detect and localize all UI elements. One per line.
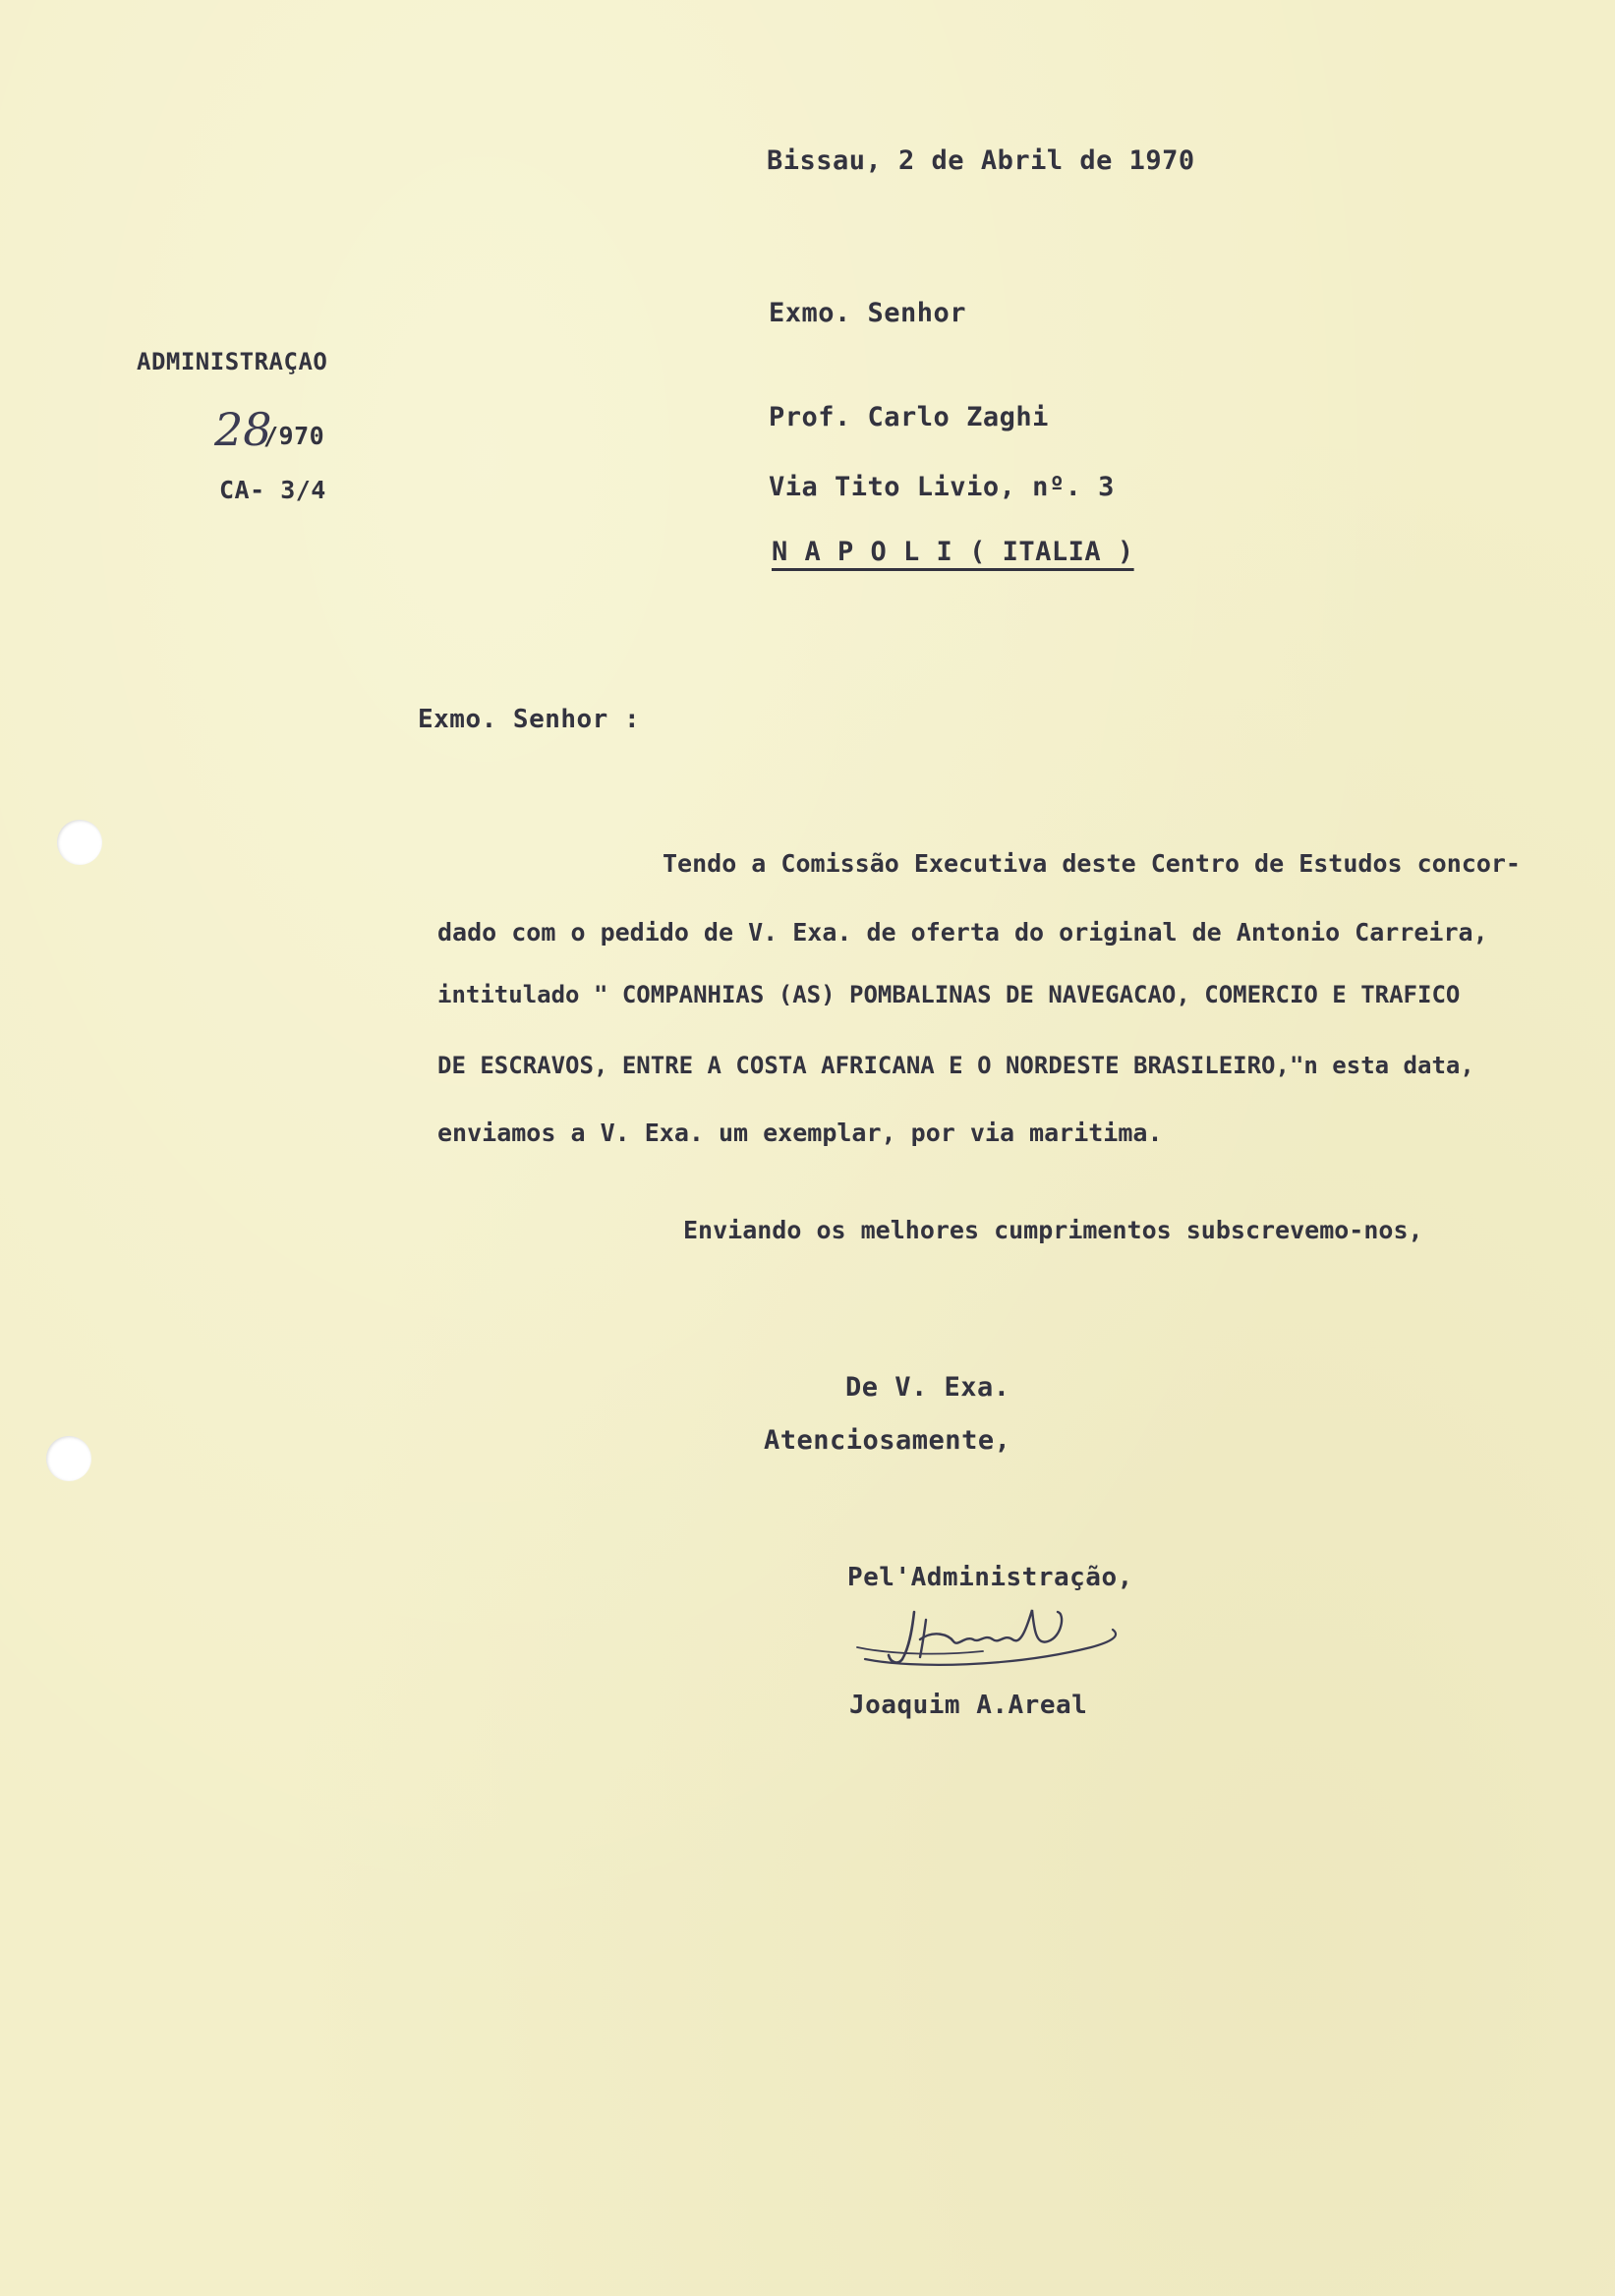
body-line-5: enviamos a V. Exa. um exemplar, por via maritima. (437, 1119, 1163, 1147)
body-line-2: dado com o pedido de V. Exa. de oferta do original de Antonio Carreira, (437, 918, 1488, 947)
punch-hole-bottom (46, 1436, 91, 1481)
handwritten-signature (855, 1590, 1150, 1679)
reference-number-handwritten: 28 (214, 403, 272, 456)
punch-hole-top (57, 820, 102, 865)
recipient-salutation: Exmo. Senhor (769, 298, 967, 328)
signatory-name: Joaquim A.Areal (849, 1691, 1088, 1720)
body-line-1: Tendo a Comissão Executiva deste Centro de Estudos concor- (663, 849, 1521, 878)
greeting: Exmo. Senhor : (418, 705, 641, 734)
body-line-3: intitulado " COMPANHIAS (AS) POMBALINAS DE NAVEGACAO, COMERCIO E TRAFICO (437, 981, 1461, 1008)
reference-year: /970 (263, 422, 325, 450)
date-line: Bissau, 2 de Abril de 1970 (767, 145, 1195, 176)
closing-line: Enviando os melhores cumprimentos subscrevemo-nos, (683, 1216, 1423, 1244)
reference-code: CA- 3/4 (219, 476, 326, 504)
recipient-street: Via Tito Livio, nº. 3 (769, 472, 1115, 502)
recipient-city: N A P O L I ( ITALIA ) (772, 537, 1134, 567)
reference-department: ADMINISTRAÇAO (137, 348, 328, 375)
sign-off-line-1: De V. Exa. (845, 1372, 1010, 1403)
sign-off-line-2: Atenciosamente, (764, 1425, 1011, 1456)
recipient-name: Prof. Carlo Zaghi (769, 402, 1049, 432)
body-line-4: DE ESCRAVOS, ENTRE A COSTA AFRICANA E O NORDESTE BRASILEIRO,"n esta data, (437, 1052, 1474, 1079)
signature-on-behalf: Pel'Administração, (847, 1563, 1133, 1592)
